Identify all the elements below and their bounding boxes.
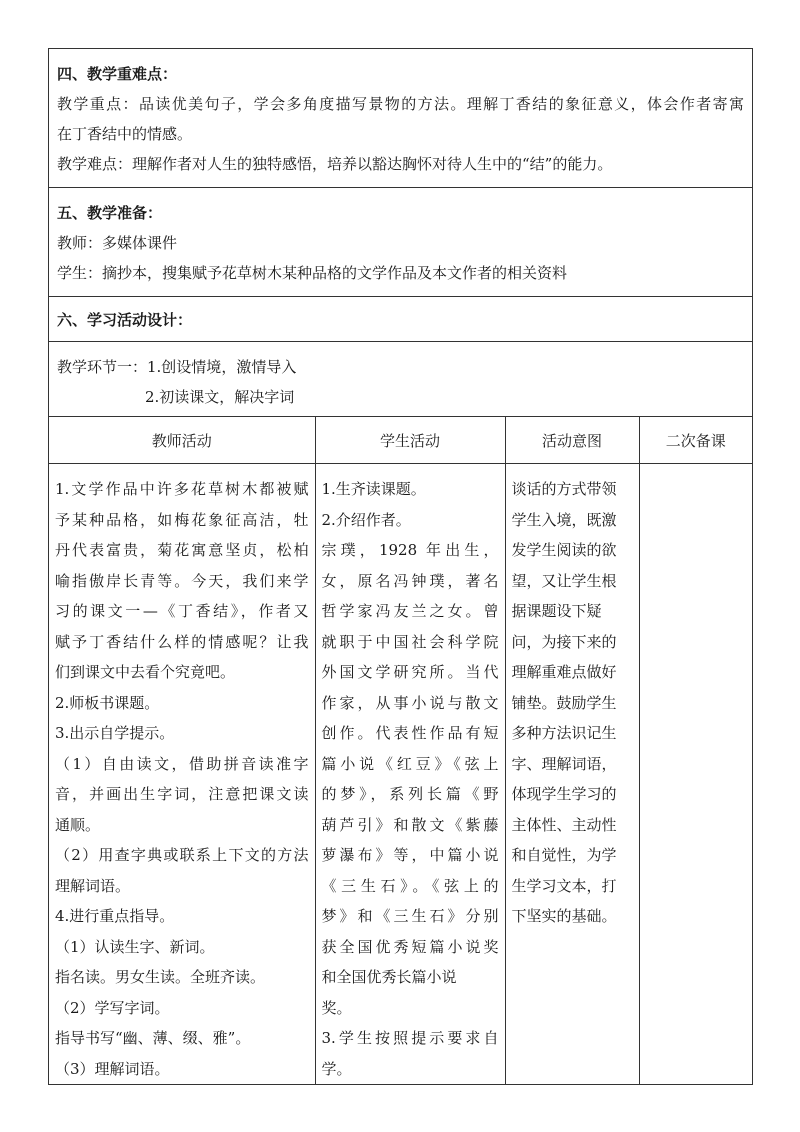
activity-intent-line: 铺垫。鼓励学生 — [511, 693, 617, 712]
teacher-activity-line: （2）学写字词。 — [55, 998, 170, 1017]
section-preparation — [49, 188, 752, 297]
teacher-activity-line: 指名读。男女生读。全班齐读。 — [55, 968, 266, 986]
activity-intent-line: 主体性、主动性 — [511, 815, 617, 834]
activity-intent-line: 望，又让学生根 — [511, 571, 617, 590]
activity-intent-line: 字、理解词语， — [511, 754, 617, 773]
activity-intent-line: 发学生阅读的欲 — [511, 541, 617, 559]
activity-intent-line: 生学习文本，打 — [511, 876, 617, 895]
teacher-activity-line: 指导书写“幽、薄、缀、雅”。 — [55, 1029, 251, 1047]
student-activity-cell — [315, 464, 505, 1085]
activity-intent-line: 问，为接下来的 — [511, 632, 617, 651]
activity-intent-line: 谈话的方式带领 — [511, 480, 617, 498]
section-key-difficult-points — [49, 49, 752, 188]
teacher-activity-line: 理解词语。 — [55, 876, 131, 895]
activity-intent-line: 据课题设下疑 — [511, 602, 602, 620]
teaching-step-line: 2.初读课文，解决字词 — [145, 388, 295, 406]
student-activity-line: 女，原名冯钟璞，著名 — [321, 571, 499, 590]
student-preparation: 学生：摘抄本，搜集赋予花草树木某种品格的文学作品及本文作者的相关资料 — [57, 264, 568, 282]
teaching-step — [49, 342, 752, 417]
student-activity-line: 就职于中国社会科学院 — [321, 632, 499, 651]
section-heading: 六、学习活动设计： — [57, 311, 193, 329]
teacher-activity-line: （1）认读生字、新词。 — [55, 937, 215, 956]
activity-table — [49, 417, 752, 1084]
section-heading: 五、教学准备： — [57, 204, 163, 222]
student-activity-line: 篇小说《红豆》《弦上 — [321, 754, 499, 773]
student-activity-line: 《三生石》。《弦上的 — [321, 876, 499, 895]
teacher-activity-line: 2.师板书课题。 — [55, 693, 160, 712]
header-activity-intent: 活动意图 — [505, 417, 639, 464]
teacher-activity-line: 4.进行重点指导。 — [55, 907, 175, 925]
teacher-preparation: 教师：多媒体课件 — [57, 234, 178, 252]
student-activity-line: 2.介绍作者。 — [321, 510, 411, 529]
section-heading: 四、教学重难点： — [57, 65, 178, 83]
student-activity-line: 获全国优秀短篇小说奖 — [321, 937, 499, 956]
table-row — [49, 464, 752, 1085]
student-activity-line: 宗璞，1928 年出生， — [321, 541, 499, 559]
lesson-plan-sheet — [48, 48, 753, 1085]
student-activity-line: 1.生齐读课题。 — [321, 480, 426, 498]
teaching-focus — [57, 89, 744, 149]
student-activity-line: 作家，从事小说与散文 — [321, 693, 499, 712]
header-student-activity: 学生活动 — [315, 417, 505, 464]
activity-intent-cell — [505, 464, 639, 1085]
teaching-step-line: 教学环节一：1.创设情境，激情导入 — [57, 358, 297, 376]
student-activity-line: 创作。代表性作品有短 — [321, 724, 499, 742]
teacher-activity-line: 1.文学作品中许多花草树木都被赋 — [55, 480, 309, 498]
student-activity-line: 哲学家冯友兰之女。曾 — [321, 602, 499, 620]
activity-intent-line: 和自觉性，为学 — [511, 846, 617, 864]
teacher-activity-line: 习的课文一—《丁香结》，作者又 — [55, 602, 309, 620]
activity-intent-line: 下坚实的基础。 — [511, 907, 617, 925]
teacher-activity-line: 3.出示自学提示。 — [55, 724, 175, 742]
teacher-activity-line: 音，并画出生字词，注意把课文读 — [55, 785, 309, 803]
teacher-activity-line: 丹代表富贵，菊花寓意坚贞，松柏 — [55, 541, 309, 559]
table-header-row — [49, 417, 752, 464]
teacher-activity-line: 予某种品格，如梅花象征高洁，牡 — [55, 510, 309, 529]
activity-intent-line: 理解重难点做好 — [511, 663, 617, 681]
student-activity-line: 和全国优秀长篇小说 — [321, 968, 457, 986]
student-activity-line: 外国文学研究所。当代 — [321, 663, 499, 681]
header-second-prep: 二次备课 — [639, 417, 752, 464]
student-activity-line: 梦》和《三生石》分别 — [321, 907, 499, 925]
student-activity-line: 学。 — [321, 1059, 352, 1078]
section-activity-design — [49, 297, 752, 342]
teaching-focus-line: 在丁香结中的情感。 — [57, 125, 193, 143]
teacher-activity-cell — [49, 464, 315, 1085]
teacher-activity-line: （2）用查字典或联系上下文的方法 — [55, 846, 309, 864]
teacher-activity-line: 们到课文中去看个究竟吧。 — [55, 663, 236, 681]
activity-intent-line: 学生入境，既激 — [511, 510, 617, 529]
student-activity-line: 萝瀑布》等，中篇小说 — [321, 846, 499, 864]
teaching-difficulty: 教学难点：理解作者对人生的独特感悟，培养以豁达胸怀对待人生中的“结”的能力。 — [57, 155, 613, 173]
teacher-activity-line: （1）自由读文，借助拼音读准字 — [55, 754, 309, 773]
header-teacher-activity: 教师活动 — [49, 417, 315, 464]
student-activity-line: 3.学生按照提示要求自 — [321, 1029, 499, 1047]
activity-intent-line: 多种方法识记生 — [511, 724, 617, 742]
student-activity-line: 奖。 — [321, 998, 352, 1017]
teacher-activity-line: 喻指傲岸长青等。今天，我们来学 — [55, 571, 309, 590]
second-prep-cell — [639, 464, 752, 1085]
teacher-activity-line: 通顺。 — [55, 815, 101, 834]
student-activity-line: 的梦》，系列长篇《野 — [321, 785, 499, 803]
student-activity-line: 葫芦引》和散文《紫藤 — [321, 815, 499, 834]
teacher-activity-line: （3）理解词语。 — [55, 1059, 170, 1078]
activity-intent-line: 体现学生学习的 — [511, 785, 617, 803]
teaching-focus-line: 教学重点：品读优美句子，学会多角度描写景物的方法。理解丁香结的象征意义，体会作者寄寓 — [57, 95, 744, 113]
teacher-activity-line: 赋予丁香结什么样的情感呢？让我 — [55, 632, 309, 651]
